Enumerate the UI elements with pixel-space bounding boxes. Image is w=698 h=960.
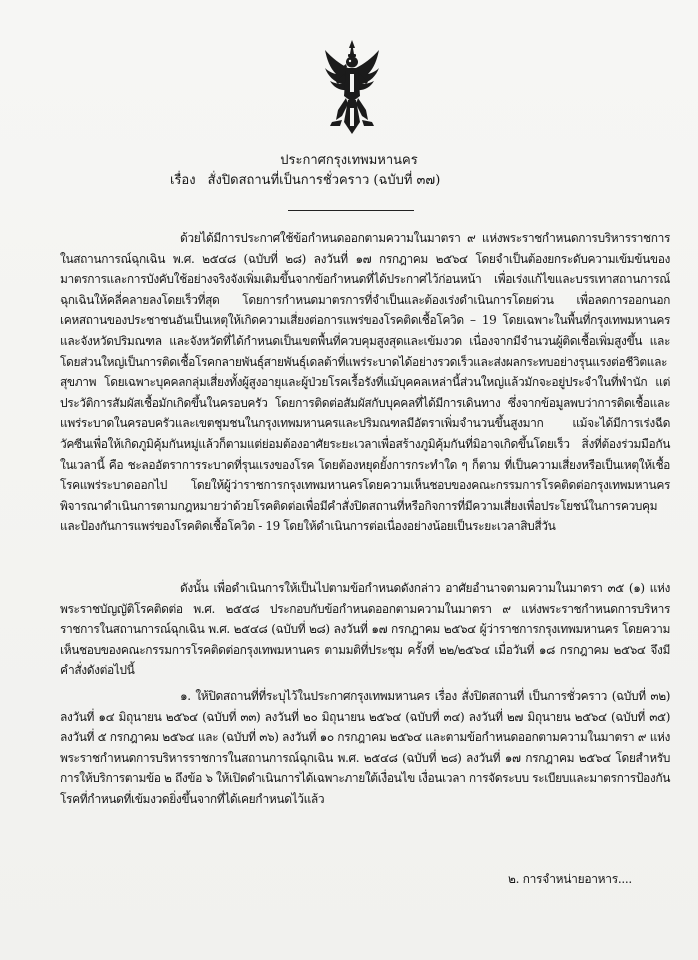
announcement-subject — [170, 172, 610, 190]
paragraph-1 — [60, 228, 670, 537]
subject-label: เรื่อง — [170, 173, 196, 188]
paragraph-2-text: ดังนั้น เพื่อดำเนินการให้เป็นไปตามข้อกำหนดดังกล่าว อาศัยอำนาจตามความในมาตรา ๓๕ (๑) แห่งพระราชบัญญัติโรคติดต่อ พ.ศ. ๒๕๕๘ ประกอบกับข้อกำหนดออกตามความในมาตรา ๙ แห่งพระราชกำหนดการบริหารราชการในสถานการณ์ฉุกเฉิน พ.ศ. ๒๕๔๘ (ฉบับที่ ๒๘) ลงวันที่ ๑๗ กรกฎาคม ๒๕๖๔ ผู้ว่าราชการกรุงเทพมหานคร โดยความเห็นชอบของคณะกรรมการโรคติดต่อกรุงเทพมหานคร ตามมติที่ประชุม ครั้งที่ ๒๒/๒๕๖๔ เมื่อวันที่ ๑๘ กรกฎาคม ๒๕๖๔ จึงมีคำสั่งดังต่อไปนี้ — [60, 581, 670, 678]
paragraph-3-text: ๑. ให้ปิดสถานที่ที่ระบุไว้ในประกาศกรุงเทพมหานคร เรื่อง สั่งปิดสถานที่ เป็นการชั่วคราว (ฉบับที่ ๓๒) ลงวันที่ ๑๔ มิถุนายน ๒๕๖๔ (ฉบับที่ ๓๓) ลงวันที่ ๒๐ มิถุนายน ๒๕๖๔ (ฉบับที่ ๓๔) ลงวันที่ ๒๗ มิถุนายน ๒๕๖๔ (ฉบับที่ ๓๕) ลงวันที่ ๕ กรกฎาคม ๒๕๖๔ และ (ฉบับที่ ๓๖) ลงวันที่ ๑๐ กรกฎาคม ๒๕๖๔ และตามข้อกำหนดออกตามความในมาตรา ๙ แห่งพระราชกำหนดการบริหารราชการในสถานการณ์ฉุกเฉิน พ.ศ. ๒๕๔๘ (ฉบับที่ ๒๘) ลงวันที่ ๑๗ กรกฎาคม ๒๕๖๔ โดยสำหรับการให้บริการตามข้อ ๒ ถึงข้อ ๖ ให้เปิดดำเนินการได้เฉพาะภายใต้เงื่อนไข เงื่อนเวลา การจัดระบบ ระเบียบและมาตรการป้องกันโรคที่กำหนดที่เข้มงวดยิ่งขึ้นจากที่ได้เคยกำหนดไว้แล้ว — [60, 689, 670, 806]
header-divider — [288, 210, 414, 211]
announcement-title: ประกาศกรุงเทพมหานคร — [280, 153, 418, 168]
subject-text: สั่งปิดสถานที่เป็นการชั่วคราว (ฉบับที่ ๓๗) — [207, 173, 441, 188]
continuation-text: ๒. การจำหน่ายอาหาร.... — [508, 872, 632, 886]
paragraph-3 — [60, 686, 670, 810]
paragraph-2 — [60, 578, 670, 681]
garuda-emblem-icon — [322, 38, 382, 138]
paragraph-1-text: ด้วยได้มีการประกาศใช้ข้อกำหนดออกตามความในมาตรา ๙ แห่งพระราชกำหนดการบริหารราชการในสถานการณ์ฉุกเฉิน พ.ศ. ๒๕๔๘ (ฉบับที่ ๒๘) ลงวันที่ ๑๗ กรกฎาคม ๒๕๖๔ โดยจำเป็นต้องยกระดับความเข้มข้นของมาตรการและการบังคับใช้อย่างจริงจังเพิ่มเติมขึ้นจากข้อกำหนดที่ได้ประกาศไว้ก่อนหน้า เพื่อเร่งแก้ไขและบรรเทาสถานการณ์ฉุกเฉินให้คลี่คลายลงโดยเร็วที่สุด โดยการกำหนดมาตรการที่จำเป็นและต้องเร่งดำเนินการโดยด่วน เพื่อลดการออกนอกเคหสถานของประชาชนอันเป็นเหตุให้เกิดความเสี่ยงต่อการแพร่ของโรคติดเชื้อโควิด – 19 โดยเฉพาะในพื้นที่กรุงเทพมหานครและจังหวัดปริมณฑล และจังหวัดที่ได้กำหนดเป็นเขตพื้นที่ควบคุมสูงสุดและเข้มงวด เนื่องจากมีจำนวนผู้ติดเชื้อเพิ่มสูงขึ้น และโดยส่วนใหญ่เป็นการติดเชื้อโรคกลายพันธุ์สายพันธุ์เดลต้าที่แพร่ระบาดได้อย่างรวดเร็วและส่งผลกระทบอย่างรุนแรงต่อชีวิตและสุขภาพ โดยเฉพาะบุคคลกลุ่มเสี่ยงทั้งผู้สูงอายุและผู้ป่วยโรคเรื้อรังที่แม้บุคคลเหล่านี้ส่วนใหญ่แล้วมักจะอยู่ประจำในที่พำนัก แต่ประวัติการสัมผัสเชื้อมักเกิดขึ้นในครอบครัว โดยการติดต่อสัมผัสกับบุคคลที่ได้มีการเดินทาง ซึ่งจากข้อมูลพบว่าการติดเชื้อและแพร่ระบาดในครอบครัวและเขตชุมชนในกรุงเทพมหานครและปริมณฑลมีอัตราเพิ่มจำนวนขึ้นสูงมาก แม้จะได้มีการเร่งฉีดวัคซีนเพื่อให้เกิดภูมิคุ้มกันหมู่แล้วก็ตามแต่ย่อมต้องอาศัยระยะเวลาเพื่อสร้างภูมิคุ้มกันที่มิอาจเกิดขึ้นโดยเร็ว สิ่งที่ต้องร่วมมือกันในเวลานี้ คือ ชะลออัตราการระบาดที่รุนแรงของโรค โดยต้องหยุดยั้งการกระทำใด ๆ ก็ตาม ที่เป็นความเสี่ยงหรือเป็นเหตุให้เชื้อโรคแพร่ระบาดออกไป โดยให้ผู้ว่าราชการกรุงเทพมหานครโดยความเห็นชอบของคณะกรรมการโรคติดต่อกรุงเทพมหานคร พิจารณาดำเนินการตามกฎหมายว่าด้วยโรคติดต่อเพื่อมีคำสั่งปิดสถานที่หรือกิจการที่มีความเสี่ยงเพื่อประโยชน์ในการควบคุมและป้องกันการแพร่ของโรคติดเชื้อโควิด - 19 โดยให้ดำเนินการต่อเนื่องอย่างน้อยเป็นระยะเวลาสิบสี่วัน — [60, 231, 670, 534]
